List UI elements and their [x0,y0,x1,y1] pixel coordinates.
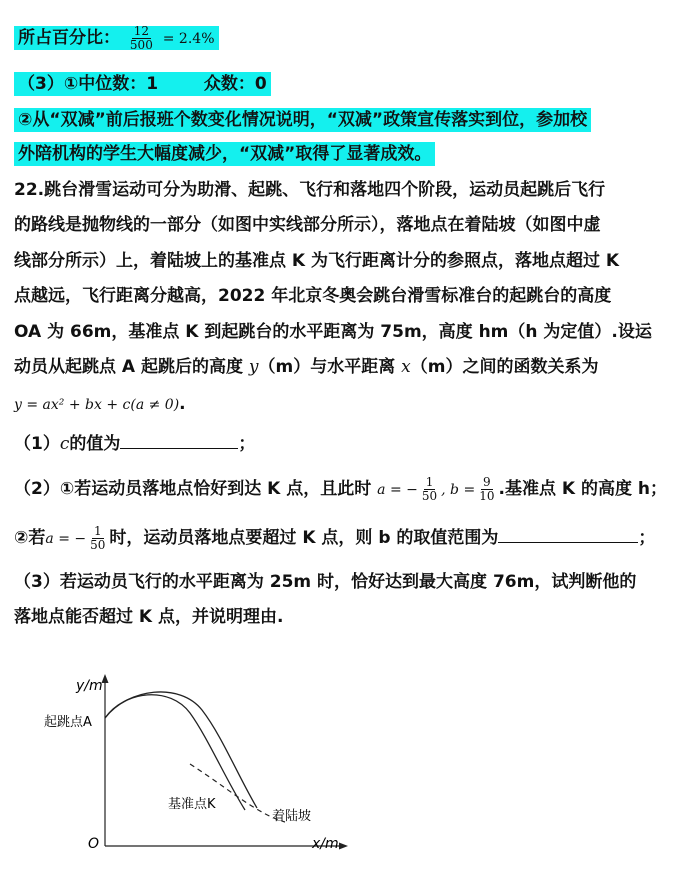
trajectory-inner [105,695,245,810]
landing-slope-label: 着陆坡 [272,809,312,824]
part2-a-fraction [420,476,439,503]
part2-line [14,475,667,504]
function-expression: y = ax² + bx + c(a ≠ 0) [14,397,180,413]
part2-prefix: （2）①若运动员落地点恰好到达 K 点，且此时 [14,479,372,499]
conclusion-text-1: ②从“双减”前后报班个数变化情况说明，“双减”政策宣传落实到位，参加校 [14,108,591,132]
mode-value: 0 [254,74,267,94]
part2b-line [14,524,655,553]
part1-text: 的值为 [69,434,121,454]
fraction-numerator: 9 [483,474,491,489]
part2-suffix: .基准点 K 的高度 h； [498,479,667,499]
part2-b-eq: , b = [441,482,476,498]
fraction-denominator: 50 [90,537,106,552]
stem-text-6b: （m）与水平距离 [258,357,396,377]
percent-fraction [128,25,155,52]
question-stem-line-4: 点越远，飞行距离分越高，2022 年北京冬奥会跳台滑雪标准台的起跳台的高度 [14,286,612,306]
question-number: 22. [14,180,45,200]
jump-point-label: 起跳点A [44,715,92,730]
question-stem-line-5: OA 为 66m，基准点 K 到起跳台的水平距离为 75m，高度 hm（h 为定值）.设运 [14,322,652,342]
var-y: y [248,357,259,377]
question-stem-line-1 [14,176,605,204]
part1-line [14,430,255,458]
median-value: 1 [146,74,159,94]
function-line [14,390,186,419]
part1-prefix: （1） [14,434,60,454]
part2b-prefix: ②若 [14,528,46,548]
fraction-denominator: 500 [129,37,153,52]
part1-answer-blank[interactable] [120,434,238,449]
percent-line [14,24,219,53]
part3-line-2: 落地点能否超过 K 点，并说明理由. [14,607,284,627]
percent-highlight [14,23,219,52]
var-x: x [401,357,411,377]
question-stem-line-6 [14,353,598,381]
percent-label: 所占百分比： [18,28,120,48]
conclusion-line-2 [14,140,435,168]
stem-text-6a: 动员从起跳点 A 起跳后的高度 [14,357,243,377]
stem-text-6c: （m）之间的函数关系为 [410,357,599,377]
part2b-suffix: 时，运动员落地点要超过 K 点，则 b 的取值范围为 [109,528,499,548]
question-stem-line-3: 线部分所示）上，着陆坡上的基准点 K 为飞行距离计分的参照点，落地点超过 K [14,251,620,271]
conclusion-line-1 [14,106,591,134]
stem-text-1: 跳台滑雪运动可分为助滑、起跳、飞行和落地四个阶段，运动员起跳后飞行 [44,180,606,200]
part1-var-c: c [59,434,70,454]
part1-end: ； [238,434,256,454]
fraction-numerator: 12 [133,23,150,38]
median-label: （3）①中位数： [18,74,147,94]
part2-b-fraction [477,476,496,503]
part2b-a-eq: a = − [45,531,87,547]
fraction-denominator: 50 [421,488,438,503]
fraction-denominator: 10 [479,488,495,503]
fraction-numerator: 1 [93,523,102,538]
x-axis-arrow [339,843,348,850]
percent-result: = 2.4% [162,31,215,47]
origin-label: O [88,836,100,852]
part2b-answer-blank[interactable] [498,528,638,543]
part2-a-eq: a = − [377,482,418,498]
function-end: . [179,394,186,414]
y-axis-label: y/m [76,678,103,694]
x-axis-label: x/m [312,836,339,852]
mode-label: 众数： [203,74,255,94]
part3-line-1: （3）若运动员飞行的水平距离为 25m 时，恰好达到最大高度 76m，试判断他的 [14,572,637,592]
part2b-end: ； [638,528,656,548]
base-point-label: 基准点K [168,797,216,812]
part2b-a-fraction [88,525,107,552]
part3-stats-line [14,70,271,98]
conclusion-text-2: 外陪机构的学生大幅度减少，“双减”取得了显著成效。 [14,142,435,166]
fraction-numerator: 1 [425,474,434,489]
ski-jump-figure [40,668,380,868]
stats-highlight [14,72,271,96]
question-stem-line-2: 的路线是抛物线的一部分（如图中实线部分所示），落地点在着陆坡（如图中虚 [14,215,601,235]
